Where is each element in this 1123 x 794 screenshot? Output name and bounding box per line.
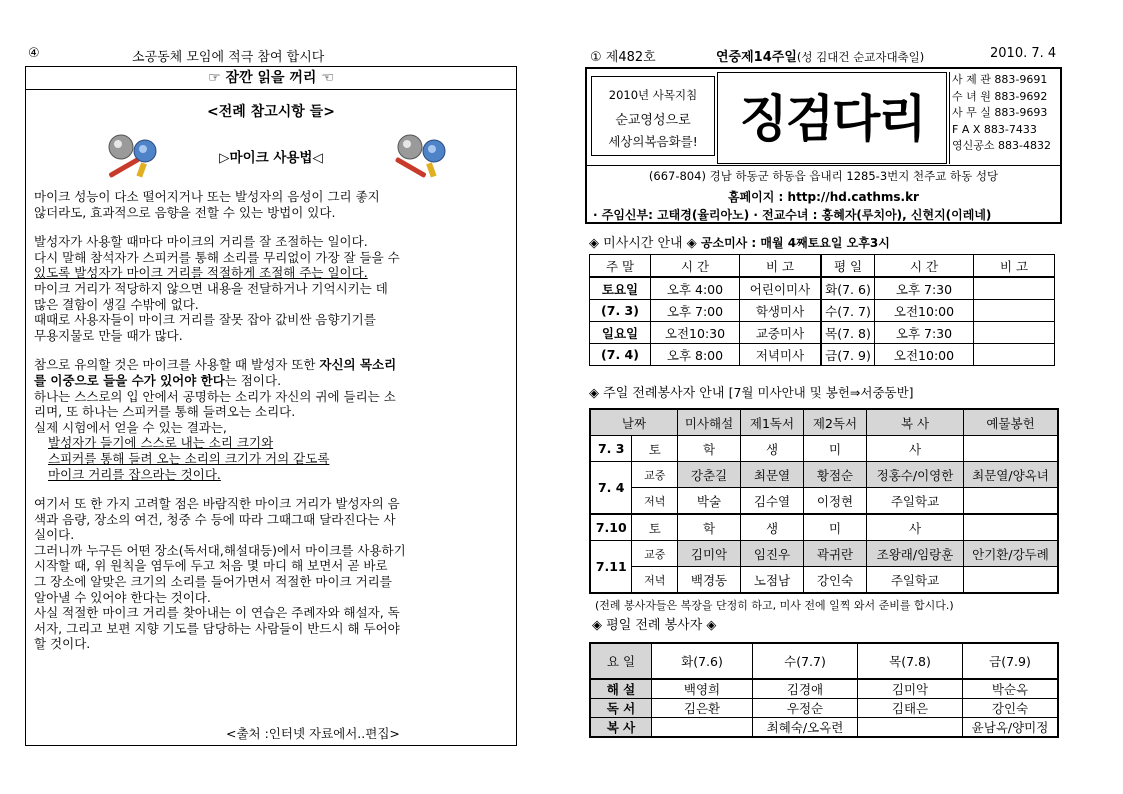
table-cell: 김수열 (741, 488, 804, 515)
table-cell: 저녁 (632, 567, 678, 594)
table-cell: 곽귀란 (804, 541, 867, 567)
article-title: ☞ 잠깐 읽을 꺼리 ☜ (26, 67, 516, 90)
table-cell: 윤남옥/양미정 (963, 718, 1059, 738)
table-cell (858, 718, 963, 738)
col-header: 제2독서 (804, 409, 867, 436)
table-cell: 교중 (632, 462, 678, 488)
col-header: 요 일 (590, 643, 652, 679)
table-cell: 김태은 (858, 699, 963, 718)
volunteer-footnote: (전례 봉사자들은 복장을 단정히 하고, 미사 전에 일찍 와서 준비를 합시다.) (595, 599, 954, 612)
body-line: 서자, 그리고 보편 지향 기도를 담당하는 사람들이 반드시 해 두어야 (34, 620, 400, 636)
table-cell: 안기환/강두례 (964, 541, 1059, 567)
table-cell: 김은환 (652, 699, 753, 718)
body-line: 참으로 유의할 것은 마이크를 사용할 때 발성자 또한 자신의 목소리 (34, 357, 397, 373)
col-header: 금(7.9) (963, 643, 1059, 679)
table-cell: 학 (678, 436, 741, 462)
table-cell: 오후 8:00 (651, 344, 740, 366)
col-header: 예물봉헌 (964, 409, 1059, 436)
col-header: 날짜 (590, 409, 678, 436)
col-header: 비 고 (740, 255, 822, 278)
table-cell: 사 (867, 514, 964, 541)
table-cell: 학생미사 (740, 300, 822, 322)
left-slogan: 소공동체 모임에 적극 참여 합시다 (132, 50, 325, 65)
table-cell (964, 436, 1059, 462)
table-cell (974, 277, 1055, 300)
contact-list (949, 72, 1062, 164)
col-header: 평 일 (821, 255, 875, 278)
table-cell: 백영희 (652, 679, 753, 699)
article-body (34, 189, 512, 652)
table-cell: 정홍수/이영한 (867, 462, 964, 488)
table-cell: 김미악 (678, 541, 741, 567)
table-cell: 박술 (678, 488, 741, 515)
body-line: 있도록 발성자가 마이크 거리를 적절하게 조절해 주는 일이다. (34, 265, 368, 281)
contact-line: F A X 883-7433 (952, 122, 1037, 136)
col-header: 시 간 (651, 255, 740, 278)
table-cell: 강인숙 (963, 699, 1059, 718)
table-cell: 7.11 (590, 541, 632, 594)
table-cell: 이정현 (804, 488, 867, 515)
body-line: 하나는 스스로의 입 안에서 공명하는 소리가 자신의 귀에 들리는 소 (34, 388, 396, 404)
table-cell: 김경애 (753, 679, 858, 699)
table-cell: 토요일 (590, 277, 651, 300)
article-subtitle: <전례 참고시항 들> (207, 104, 335, 120)
body-line: 무용지물로 만들 때가 많다. (34, 327, 183, 343)
table-cell: 오후 7:30 (875, 277, 974, 300)
issue-date: 2010. 7. 4 (990, 46, 1057, 61)
col-header: 시 간 (875, 255, 974, 278)
body-line: 마이크 거리를 잡으라는 것이다. (48, 466, 221, 482)
table-cell: 미 (804, 436, 867, 462)
body-line: 색과 음량, 장소의 여건, 청중 수 등에 따라 그때그때 달라진다는 사 (34, 511, 396, 527)
table-cell: 조왕래/임랑훈 (867, 541, 964, 567)
col-header: 비 고 (974, 255, 1055, 278)
table-cell (964, 488, 1059, 515)
table-cell: 우정순 (753, 699, 858, 718)
body-line: 그 장소에 알맞은 크기의 소리를 들어가면서 적절한 마이크 거리를 (34, 574, 392, 590)
body-line: 사실 적절한 마이크 거리를 찾아내는 이 연습은 주례자와 해설자, 독 (34, 605, 400, 621)
row-header: 독 서 (590, 699, 652, 718)
body-line: 스피커를 통해 들려 오는 소리의 크기가 거의 같도록 (48, 450, 330, 466)
table-cell: 교중미사 (740, 322, 822, 344)
body-line: 마이크 거리가 적당하지 않으면 내용을 전달하거나 기억시키는 데 (34, 280, 388, 296)
article-source: <출처 :인터넷 자료에서..편집> (226, 726, 400, 741)
table-cell: 최문열/양옥녀 (964, 462, 1059, 488)
table-cell: 오전10:00 (875, 344, 974, 366)
table-cell: 목(7. 8) (821, 322, 875, 344)
body-line: 실제 시험에서 얻을 수 있는 결과는, (34, 419, 227, 435)
body-line: 를 이중으로 들을 수가 있어야 한다는 점이다. (34, 372, 282, 388)
table-cell: (7. 4) (590, 344, 651, 366)
table-cell: 금(7. 9) (821, 344, 875, 366)
table-cell: 오전10:00 (875, 300, 974, 322)
table-cell (974, 344, 1055, 366)
mass-schedule-heading: ◈ 미사시간 안내 ◈ 공소미사 : 매월 4째토요일 오후3시 (589, 236, 890, 251)
table-cell (964, 514, 1059, 541)
mass-schedule-table (589, 254, 1055, 366)
body-line: 많은 결함이 생길 수밖에 없다. (34, 296, 199, 312)
body-line: 할 것이다. (34, 636, 91, 652)
table-cell: 백경동 (678, 567, 741, 594)
row-header: 복 사 (590, 718, 652, 738)
table-cell: 최혜숙/오옥련 (753, 718, 858, 738)
table-cell: 어린이미사 (740, 277, 822, 300)
left-page-number: ④ (28, 46, 40, 61)
row-header: 해 설 (590, 679, 652, 699)
weekday-table (589, 642, 1059, 738)
col-header: 화(7.6) (652, 643, 753, 679)
contact-line: 수 녀 원 883-9692 (952, 89, 1048, 103)
table-cell: 생 (741, 514, 804, 541)
table-cell: 7. 4 (590, 462, 632, 515)
article-section-heading: ▷마이크 사용법◁ (219, 150, 323, 166)
bulletin-title: 징검다리 (717, 72, 947, 164)
table-cell: 김미악 (858, 679, 963, 699)
table-cell (974, 300, 1055, 322)
body-line: 마이크 성능이 다소 떨어지거나 또는 발성자의 음성이 그리 좋지 (34, 189, 380, 204)
body-line: 발성자가 사용할 때마다 마이크의 거리를 잘 조절하는 일이다. (34, 234, 368, 250)
guideline-label: 2010년 사목지침 (608, 88, 698, 102)
table-cell: 수(7. 7) (821, 300, 875, 322)
col-header: 주 말 (590, 255, 651, 278)
table-cell: 주일학교 (867, 488, 964, 515)
body-line: 시작할 때, 위 원칙을 염두에 두고 처음 몇 마디 해 보면서 곧 바로 (34, 558, 388, 574)
table-cell: 오후 7:00 (651, 300, 740, 322)
volunteer-table (589, 408, 1059, 594)
table-cell: 오전10:30 (651, 322, 740, 344)
body-line: 그러니까 누구든 어떤 장소(독서대,해설대등)에서 마이크를 사용하기 (34, 542, 406, 558)
table-cell: 임진우 (741, 541, 804, 567)
table-cell: 저녁 (632, 488, 678, 515)
col-header: 복 사 (867, 409, 964, 436)
table-cell (964, 567, 1059, 594)
pastoral-guideline (591, 76, 715, 156)
table-cell (974, 322, 1055, 344)
table-cell: 사 (867, 436, 964, 462)
table-cell: (7. 3) (590, 300, 651, 322)
body-line: 발성자가 들기에 스스로 내는 소리 크기와 (48, 435, 274, 451)
table-cell: 학 (678, 514, 741, 541)
table-cell: 박순옥 (963, 679, 1059, 699)
contact-line: 사 제 관 883-9691 (952, 73, 1048, 86)
parish-staff: · 주임신부: 고태경(율리아노) · 전교수녀 : 홍혜자(루치아), 신현지(이레네) (593, 208, 992, 222)
table-cell: 오후 7:30 (875, 322, 974, 344)
table-cell: 7.10 (590, 514, 632, 541)
table-cell: 노점남 (741, 567, 804, 594)
body-line: 리며, 또 하나는 스피커를 통해 들려오는 소리다. (34, 404, 296, 420)
left-article-box (25, 66, 517, 746)
col-header: 수(7.7) (753, 643, 858, 679)
table-cell: 강춘길 (678, 462, 741, 488)
table-cell: 오후 4:00 (651, 277, 740, 300)
contact-line: 영신공소 883-4832 (952, 139, 1051, 152)
table-cell: 주일학교 (867, 567, 964, 594)
body-line: 다시 말해 참석자가 스피커를 통해 소리를 무리없이 가장 잘 들을 수 (34, 249, 400, 265)
table-cell: 토 (632, 514, 678, 541)
volunteer-heading: ◈ 주일 전례봉사자 안내 [7월 미사안내 및 봉헌⇒서중동반] (589, 385, 914, 401)
table-cell: 화(7. 6) (821, 277, 875, 300)
table-cell: 황점순 (804, 462, 867, 488)
col-header: 목(7.8) (858, 643, 963, 679)
body-line: 않더라도, 효과적으로 음향을 전할 수 있는 방법이 있다. (34, 204, 336, 220)
col-header: 미사해설 (678, 409, 741, 436)
body-line: 실이다. (34, 527, 75, 543)
table-cell: 저녁미사 (740, 344, 822, 366)
table-cell: 미 (804, 514, 867, 541)
parish-address: (667-804) 경남 하동군 하동읍 읍내리 1285-3번지 천주교 하동 성당 (587, 165, 1060, 184)
right-issue-number: ① 제482호 (590, 50, 656, 65)
parish-homepage: 홈페이지 : http://hd.cathms.kr (728, 190, 919, 204)
weekday-heading: ◈ 평일 전례 봉사자 ◈ (592, 618, 717, 633)
table-cell: 토 (632, 436, 678, 462)
body-line: 여기서 또 한 가지 고려할 점은 바람직한 마이크 거리가 발성자의 음 (34, 496, 400, 512)
body-line: 알아낼 수 있어야 한다는 것이다. (34, 589, 211, 605)
table-cell: 교중 (632, 541, 678, 567)
table-cell: 최문열 (741, 462, 804, 488)
contact-line: 사 무 실 883-9693 (952, 106, 1048, 119)
table-cell: 생 (741, 436, 804, 462)
microphone-icon (384, 129, 464, 179)
guideline-line: 세상의복음화를! (608, 134, 698, 149)
col-header: 제1독서 (741, 409, 804, 436)
body-line: 때때로 사용자들이 마이크 거리를 잘못 잡아 값비싼 음향기기를 (34, 312, 376, 328)
table-cell: 일요일 (590, 322, 651, 344)
masthead (585, 67, 1062, 224)
guideline-line: 순교영성으로 (615, 113, 691, 128)
table-cell: 강인숙 (804, 567, 867, 594)
right-week-line: 연중제14주일(성 김대건 순교자대축일) (716, 50, 925, 65)
table-cell: 7. 3 (590, 436, 632, 462)
table-cell (652, 718, 753, 738)
